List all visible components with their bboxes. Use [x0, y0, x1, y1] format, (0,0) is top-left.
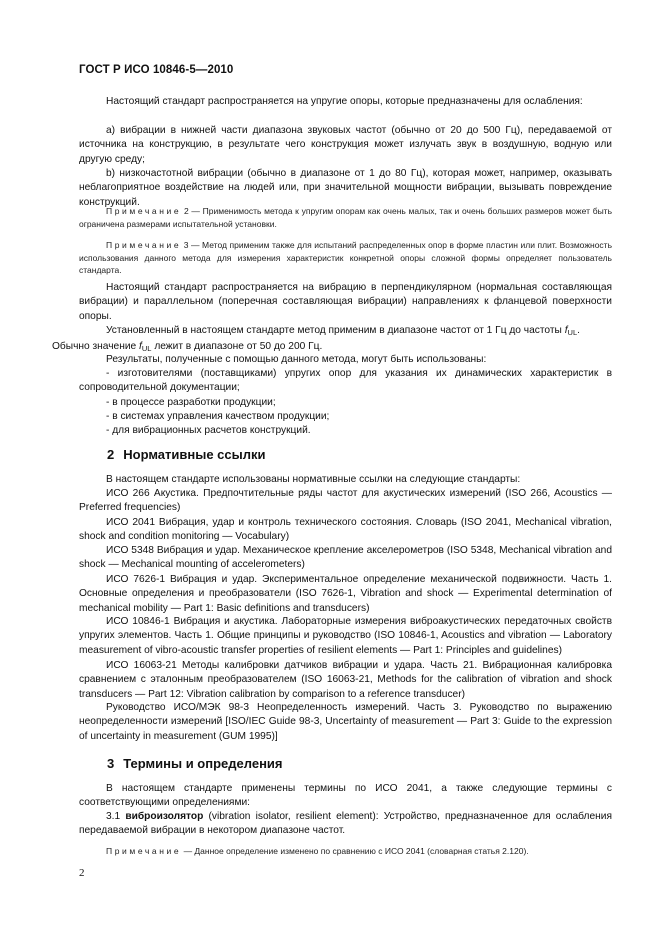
reference-item: ИСО 10846-1 Вибрация и акустика. Лабораторные измерения виброакустических передаточных свойств упругих элементов. Часть 1. Общие принципы и руководство (ISO 10846-1, Acoustics and vibration — Laboratory measurement of vibro-acoustic transfer properties of resilient elements — Part 1: Principles and guidelines): [79, 616, 612, 656]
results-paragraph: Результаты, полученные с помощью данного метода, могут быть использованы:: [106, 354, 487, 365]
frequency-range-paragraph: Установленный в настоящем стандарте метод применим в диапазоне частот от 1 Гц до частоты $f_{UL}$. Обычно значение $f_{UL}$ лежит в диапазоне от 50 до 200 Гц.: [52, 325, 580, 354]
note-2: Примечание 2 — Применимость метода к упругим опорам как очень малых, так и очень больших размеров может быть ограничена размерами испытательной установки.: [79, 206, 612, 229]
reference-item: ИСО 2041 Вибрация, удар и контроль технического состояния. Словарь (ISO 2041, Mechanical vibration, shock and condition monitoring — Vocabulary): [79, 517, 612, 543]
scope-paragraph: Настоящий стандарт распространяется на вибрацию в перпендикулярном (нормальная составляющая вибрации) и параллельном (поперечная составляющая вибрации) направлениях к фланцевой поверхности опоры.: [79, 282, 612, 322]
page-number: 2: [79, 867, 85, 879]
terms-note: Примечание — Данное определение изменено по сравнению с ИСО 2041 (словарная статья 2.120).: [106, 846, 529, 856]
reference-item: ИСО 16063-21 Методы калибровки датчиков вибрации и удара. Часть 21. Вибрационная калибровка сравнением с эталонным преобразователем (ISO 16063-21, Methods for the calibration of vibration and shock transducers — Part 12: Vibration calibration by comparison to a reference transducer): [79, 660, 612, 700]
intro-paragraph: Настоящий стандарт распространяется на упругие опоры, которые предназначены для ослабления:: [106, 96, 583, 107]
reference-item: ИСО 7626-1 Вибрация и удар. Экспериментальное определение механической подвижности. Часть 1. Основные определения и преобразователи (ISO 7626-1, Vibration and shock — Experimental determination of mechanical mobility — Part 1: Basic definitions and transducers): [79, 574, 612, 614]
terms-lead: В настоящем стандарте применены термины по ИСО 2041, а также следующие термины с соответствующими определениями:: [79, 783, 612, 809]
list-item: - изготовителями (поставщиками) упругих опор для указания их динамических характеристик в сопроводительной документации;: [79, 368, 612, 394]
section-2-heading: 2 Нормативные ссылки: [107, 447, 266, 462]
list-item-b: b) низкочастотной вибрации (обычно в диапазоне от 1 до 80 Гц), которая может, например, оказывать неблагоприятное воздействие на людей или, при значительной мощности вибрации, вызывать повреждение конструкций.: [79, 168, 612, 208]
list-item: - для вибрационных расчетов конструкций.: [106, 425, 311, 436]
reference-item: ИСО 5348 Вибрация и удар. Механическое крепление акселерометров (ISO 5348, Mechanical vibration and shock — Mechanical mounting of accelerometers): [79, 545, 612, 571]
list-item-a: а) вибрации в нижней части диапазона звуковых частот (обычно от 20 до 500 Гц), передаваемой от источника на конструкцию, в результате чего конструкция может излучать звук в воздушную, водную или другую среду;: [79, 125, 612, 165]
term-3-1: 3.1 виброизолятор (vibration isolator, resilient element): Устройство, предназначенное для ослабления передаваемой вибрации в некотором диапазоне частот.: [79, 811, 612, 837]
list-item: - в процессе разработки продукции;: [106, 397, 276, 408]
note-3: Примечание 3 — Метод применим также для испытаний распределенных опор в форме пластин или плит. Возможность использования данного метода для измерения характеристик конкретной опоры сложной формы определяет пользователь стандарта.: [79, 240, 612, 275]
document-header: ГОСТ Р ИСО 10846-5—2010: [79, 64, 234, 76]
section-3-heading: 3 Термины и определения: [107, 756, 283, 771]
term-name: виброизолятор: [125, 811, 204, 822]
list-item: - в системах управления качеством продукции;: [106, 411, 330, 422]
references-lead: В настоящем стандарте использованы нормативные ссылки на следующие стандарты:: [106, 474, 521, 485]
reference-item: ИСО 266 Акустика. Предпочтительные ряды частот для акустических измерений (ISO 266, Acoustics — Preferred frequencies): [79, 488, 612, 514]
note-label: Примечание: [106, 846, 182, 856]
note-label: Примечание: [106, 240, 182, 250]
reference-item: Руководство ИСО/МЭК 98-3 Неопределенность измерений. Часть 3. Руководство по выражению неопределенности измерений [ISO/IEC Guide 98-3, Uncertainty of measurement — Part 3: Guide to the expression of uncertainty in measurement (GUM 1995)]: [79, 702, 612, 742]
note-label: Примечание: [106, 206, 182, 216]
